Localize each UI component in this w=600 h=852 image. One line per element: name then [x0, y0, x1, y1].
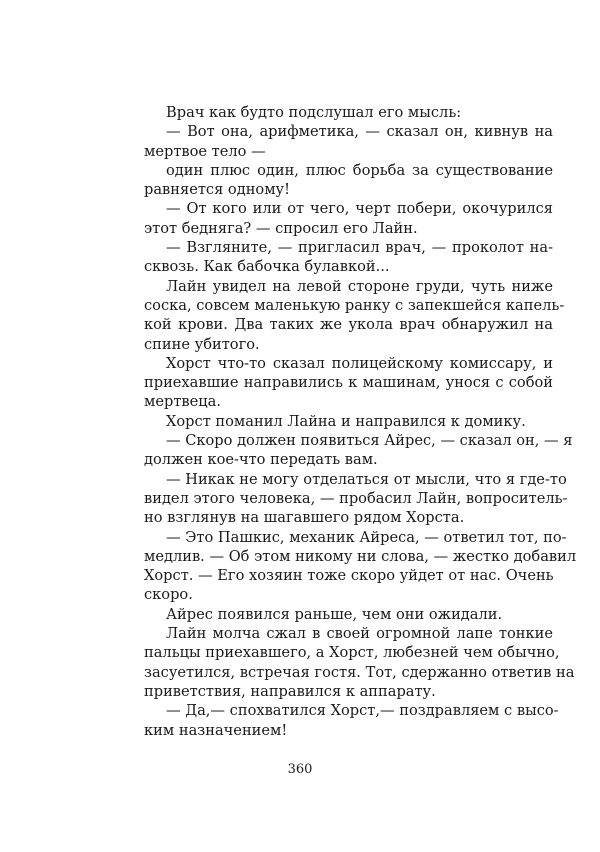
text-line: соска, совсем маленькую ранку с запекшейся капель-	[144, 296, 565, 314]
text-line: видел этого человека, — пробасил Лайн, вопроситель-	[144, 489, 568, 507]
text-line: Лайн молча сжал в своей огромной лапе тонкие	[166, 625, 553, 643]
text-line: засуетился, встречая гостя. Тот, сдержанно ответив на	[144, 663, 575, 681]
text-line: пальцы приехавшего, а Хорст, любезней чем обычно,	[144, 644, 560, 662]
page-number: 360	[287, 762, 313, 777]
text-line: Врач как будто подслушал его мысль:	[166, 104, 462, 121]
text-line: — От кого или от чего, черт побери, окочурился	[166, 200, 553, 218]
text-line: медлив. — Об этом никому ни слова, — жестко добавил	[144, 547, 577, 565]
text-line: кой крови. Два таких же укола врач обнаружил на	[144, 316, 553, 334]
body-text	[144, 103, 577, 740]
text-line: Хорст. — Его хозяин тоже скоро уйдет от нас. Очень	[144, 567, 554, 585]
text-line: один плюс один, плюс борьба за существование	[166, 161, 553, 179]
text-line: спине убитого.	[144, 335, 260, 353]
text-line: — Вот она, арифметика, — сказал он, кивнув на	[166, 123, 553, 141]
text-line: Хорст поманил Лайна и направился к домику.	[166, 412, 526, 430]
text-line: равняется одному!	[144, 181, 291, 199]
text-line: Айрес появился раньше, чем они ожидали.	[166, 605, 503, 623]
text-line: мертвое тело —	[144, 142, 266, 160]
text-line: приехавшие направились к машинам, унося с собой	[144, 374, 553, 392]
text-line: — Скоро должен появиться Айрес, — сказал он, — я	[166, 432, 573, 450]
text-line: — Да,— спохватился Хорст,— поздравляем с высо-	[166, 702, 559, 720]
text-line: — Взгляните, — пригласил врач, — проколот на-	[166, 239, 553, 257]
text-line: сквозь. Как бабочка булавкой...	[144, 258, 390, 276]
text-line: скоро.	[144, 586, 193, 604]
text-line: этот бедняга? — спросил его Лайн.	[144, 219, 418, 237]
text-line: но взглянув на шагавшего рядом Хорста.	[144, 509, 465, 527]
text-line: — Это Пашкис, механик Айреса, — ответил тот, по-	[166, 528, 567, 546]
text-line: Лайн увидел на левой стороне груди, чуть ниже	[166, 277, 553, 295]
text-line: — Никак не могу отделаться от мысли, что я где-то	[166, 470, 567, 488]
text-line: приветствия, направился к аппарату.	[144, 682, 436, 700]
text-line: Хорст что-то сказал полицейскому комиссару, и	[166, 354, 553, 372]
text-line: мертвеца.	[144, 393, 221, 411]
text-line: должен кое-что передать вам.	[144, 451, 378, 469]
text-line: ким назначением!	[144, 721, 288, 739]
